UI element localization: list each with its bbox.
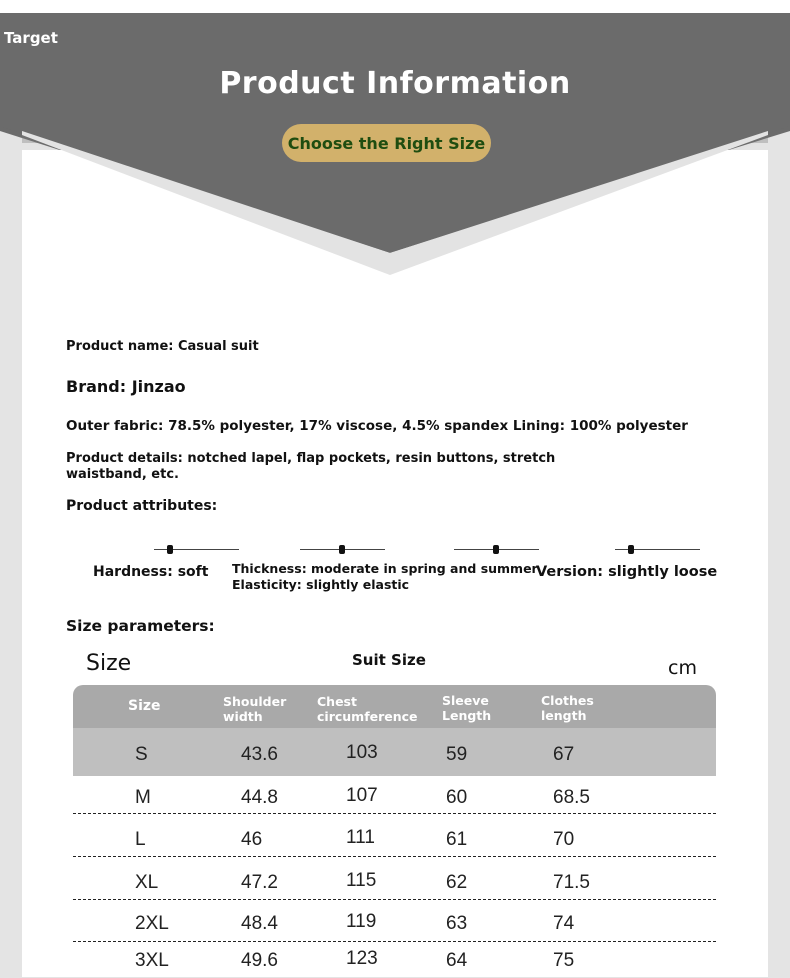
- hardness-label: Hardness: soft: [93, 564, 209, 580]
- size-label: Size: [86, 651, 132, 676]
- col-shoulder: [223, 694, 286, 724]
- elasticity-label: Elasticity: slightly elastic: [232, 577, 410, 592]
- cell-chest: 119: [346, 911, 377, 932]
- col-sleeve-line2: Length: [442, 708, 492, 723]
- table-row: [73, 776, 716, 818]
- store-label-overlay: Target: [4, 29, 58, 47]
- cell-size: L: [135, 829, 146, 850]
- col-shoulder-line1: Shoulder: [223, 694, 287, 709]
- attributes-heading: Product attributes:: [66, 498, 218, 514]
- version-scale: [615, 545, 700, 555]
- cell-size: XL: [135, 872, 159, 893]
- cell-chest: 115: [346, 870, 377, 891]
- cell-size: 2XL: [135, 913, 169, 934]
- scale-marker-icon: [339, 545, 345, 554]
- scale-marker-icon: [628, 545, 634, 554]
- cell-length: 70: [553, 829, 575, 850]
- cell-sleeve: 64: [446, 950, 468, 971]
- cell-shoulder: 47.2: [241, 872, 278, 893]
- cell-chest: 123: [346, 948, 378, 969]
- page-title-overlay: Product Information: [219, 66, 571, 101]
- choose-size-button[interactable]: Choose the Right Size: [282, 124, 491, 162]
- table-row: [73, 813, 716, 856]
- cell-length: 74: [553, 913, 575, 934]
- cell-shoulder: 44.8: [241, 787, 278, 808]
- col-chest-line2: circumference: [317, 709, 418, 724]
- table-row: [73, 941, 716, 978]
- scale-marker-icon: [167, 545, 173, 554]
- cell-size: M: [135, 787, 151, 808]
- top-strip: [0, 0, 790, 13]
- hardness-scale: [154, 545, 239, 555]
- cell-length: 75: [553, 950, 575, 971]
- col-length-line2: length: [541, 708, 587, 723]
- product-fabric: Outer fabric: 78.5% polyester, 17% viscose, 4.5% spandex Lining: 100% polyester: [66, 418, 688, 434]
- cell-sleeve: 61: [446, 829, 468, 850]
- col-length: [541, 693, 594, 723]
- table-row: [73, 899, 716, 942]
- cell-length: 68.5: [553, 787, 590, 808]
- col-size: Size: [128, 698, 161, 714]
- cell-length: 71.5: [553, 872, 590, 893]
- product-brand: Brand: Jinzao: [66, 377, 186, 396]
- col-sleeve: [442, 693, 491, 723]
- size-table-header: [73, 685, 716, 728]
- col-shoulder-line2: width: [223, 709, 263, 724]
- cell-sleeve: 62: [446, 872, 468, 893]
- unit-label: cm: [668, 657, 697, 679]
- cell-sleeve: 63: [446, 913, 468, 934]
- cell-shoulder: 48.4: [241, 913, 278, 934]
- cell-chest: 103: [346, 742, 378, 763]
- cell-length: 67: [553, 744, 575, 765]
- thickness-elasticity-label: [232, 561, 538, 593]
- cell-size: S: [135, 744, 148, 765]
- col-chest: [317, 694, 418, 724]
- table-row: [73, 728, 716, 776]
- version-label: Version: slightly loose: [536, 564, 718, 580]
- product-details: Product details: notched lapel, flap pockets, resin buttons, stretch waistband, etc.: [66, 451, 556, 482]
- table-title: Suit Size: [352, 651, 426, 669]
- cell-shoulder: 43.6: [241, 744, 278, 765]
- cell-sleeve: 59: [446, 744, 468, 765]
- cell-shoulder: 49.6: [241, 950, 278, 971]
- size-parameters-heading: Size parameters:: [66, 617, 215, 635]
- cell-shoulder: 46: [241, 829, 263, 850]
- cell-sleeve: 60: [446, 787, 468, 808]
- elasticity-scale: [454, 545, 539, 555]
- scale-marker-icon: [493, 545, 499, 554]
- cell-chest: 107: [346, 785, 378, 806]
- cell-chest: 111: [346, 827, 375, 848]
- cell-size: 3XL: [135, 950, 169, 971]
- thickness-scale: [300, 545, 385, 555]
- product-name: Product name: Casual suit: [66, 339, 259, 354]
- col-length-line1: Clothes: [541, 693, 594, 708]
- col-sleeve-line1: Sleeve: [442, 693, 489, 708]
- col-chest-line1: Chest: [317, 694, 357, 709]
- table-row: [73, 856, 716, 899]
- thickness-label: Thickness: moderate in spring and summer: [232, 561, 538, 576]
